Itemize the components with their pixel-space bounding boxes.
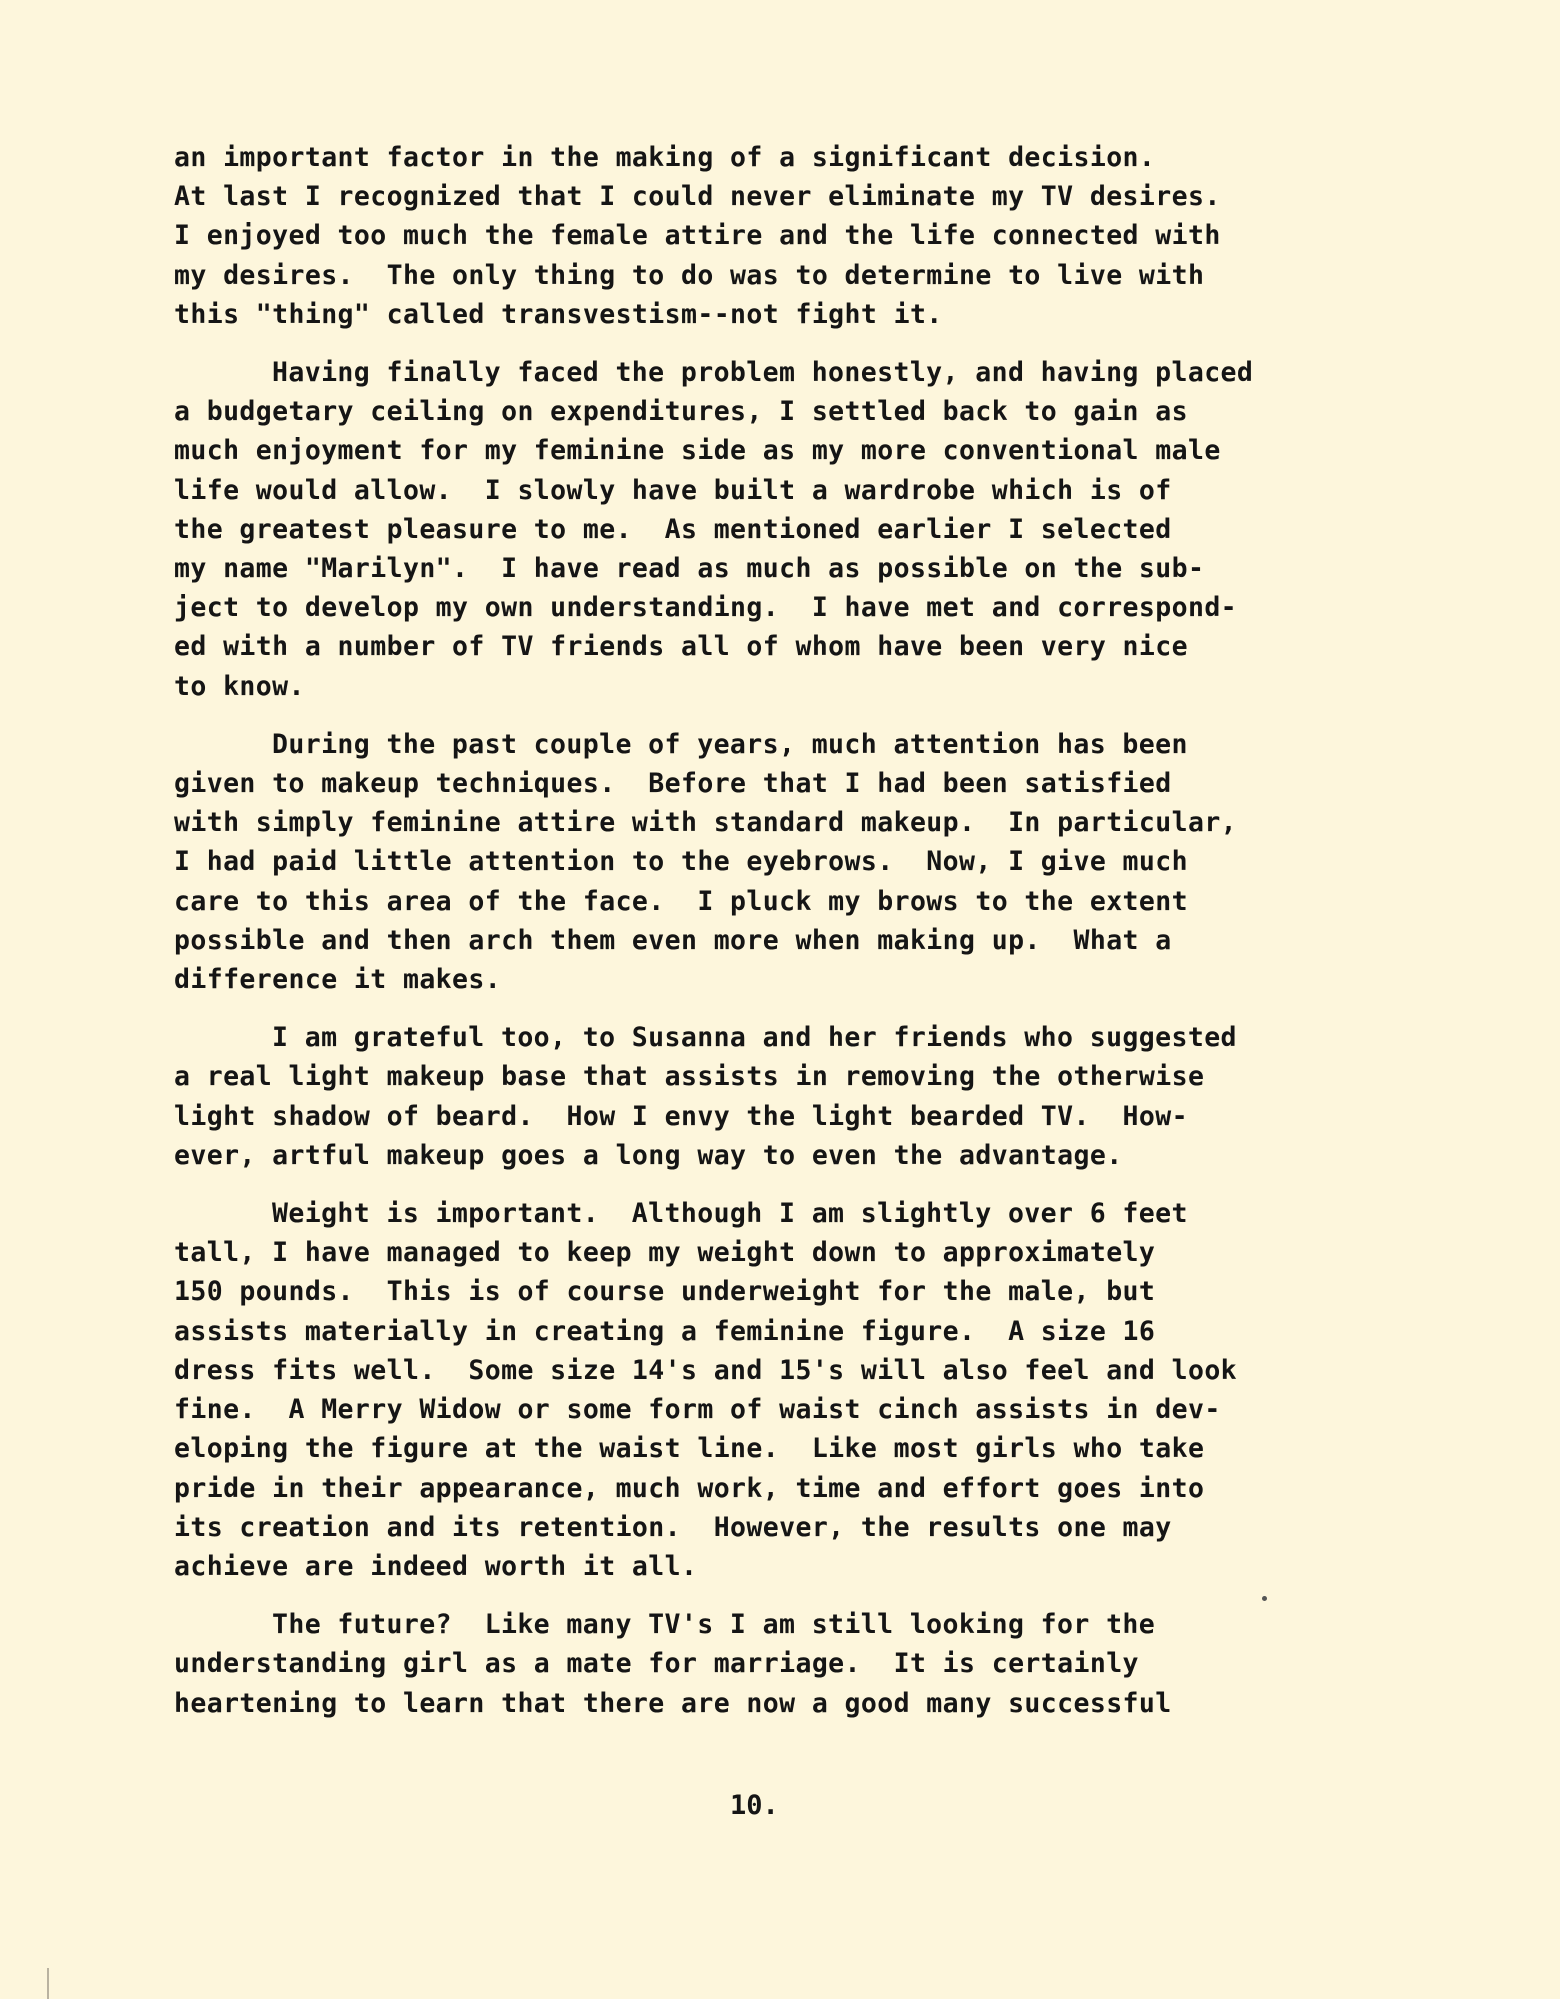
text-line: care to this area of the face. I pluck my brows to the extent bbox=[174, 885, 1188, 917]
paragraph-4 bbox=[174, 1018, 1474, 1175]
body-text bbox=[174, 138, 1474, 1742]
text-line: Having finally faced the problem honestly, and having placed bbox=[272, 357, 1254, 389]
text-line: to know. bbox=[174, 670, 305, 702]
text-line: fine. A Merry Widow or some form of waist cinch assists in dev- bbox=[174, 1394, 1221, 1426]
text-line: tall, I have managed to keep my weight down to approximately bbox=[174, 1237, 1156, 1269]
text-line: a real light makeup base that assists in removing the otherwise bbox=[174, 1061, 1205, 1093]
text-line: eloping the figure at the waist line. Like most girls who take bbox=[174, 1433, 1205, 1465]
paragraph-1 bbox=[174, 138, 1474, 334]
paragraph-5 bbox=[174, 1194, 1474, 1586]
text-line: with simply feminine attire with standard makeup. In particular, bbox=[174, 807, 1238, 839]
text-line: The future? Like many TV's I am still looking for the bbox=[272, 1609, 1156, 1641]
text-line: 150 pounds. This is of course underweight for the male, but bbox=[174, 1276, 1156, 1308]
text-line: light shadow of beard. How I envy the light bearded TV. How- bbox=[174, 1100, 1188, 1132]
text-line: this "thing" called transvestism--not fight it. bbox=[174, 298, 943, 330]
text-line: I enjoyed too much the female attire and the life connected with bbox=[174, 220, 1221, 252]
text-line: much enjoyment for my feminine side as my more conventional male bbox=[174, 435, 1221, 467]
text-line: possible and then arch them even more when making up. What a bbox=[174, 924, 1172, 956]
text-line: pride in their appearance, much work, time and effort goes into bbox=[174, 1472, 1205, 1504]
text-line: achieve are indeed worth it all. bbox=[174, 1550, 698, 1582]
text-line: During the past couple of years, much attention has been bbox=[272, 728, 1188, 760]
text-line: an important factor in the making of a significant decision. bbox=[174, 142, 1156, 173]
text-line: I had paid little attention to the eyebrows. Now, I give much bbox=[174, 846, 1188, 878]
text-line: ject to develop my own understanding. I have met and correspond- bbox=[174, 592, 1238, 624]
text-line: I am grateful too, to Susanna and her friends who suggested bbox=[272, 1022, 1237, 1054]
text-line: my desires. The only thing to do was to determine to live with bbox=[174, 259, 1205, 291]
text-line: dress fits well. Some size 14's and 15's will also feel and look bbox=[174, 1354, 1238, 1386]
text-line: understanding girl as a mate for marriage. It is certainly bbox=[174, 1648, 1139, 1680]
ink-speck bbox=[1262, 1596, 1267, 1601]
text-line: At last I recognized that I could never eliminate my TV desires. bbox=[174, 181, 1221, 213]
text-line: Weight is important. Although I am slightly over 6 feet bbox=[272, 1198, 1188, 1230]
text-line: assists materially in creating a feminine figure. A size 16 bbox=[174, 1315, 1156, 1347]
text-line: life would allow. I slowly have built a wardrobe which is of bbox=[174, 474, 1172, 506]
text-line: ed with a number of TV friends all of whom have been very nice bbox=[174, 631, 1188, 663]
text-line: given to makeup techniques. Before that I had been satisfied bbox=[174, 768, 1172, 800]
paragraph-3 bbox=[174, 725, 1474, 999]
text-line: ever, artful makeup goes a long way to even the advantage. bbox=[174, 1139, 1123, 1171]
text-line: its creation and its retention. However, the results one may bbox=[174, 1511, 1172, 1543]
page-number: 10. bbox=[730, 1790, 779, 1821]
text-line: my name "Marilyn". I have read as much as possible on the sub- bbox=[174, 553, 1205, 585]
text-line: difference it makes. bbox=[174, 964, 502, 996]
text-line: heartening to learn that there are now a good many successful bbox=[174, 1687, 1172, 1719]
margin-mark bbox=[47, 1968, 49, 1999]
paragraph-2 bbox=[174, 353, 1474, 706]
text-line: a budgetary ceiling on expenditures, I settled back to gain as bbox=[174, 396, 1188, 428]
text-line: the greatest pleasure to me. As mentioned earlier I selected bbox=[174, 513, 1172, 545]
paragraph-6 bbox=[174, 1605, 1474, 1723]
